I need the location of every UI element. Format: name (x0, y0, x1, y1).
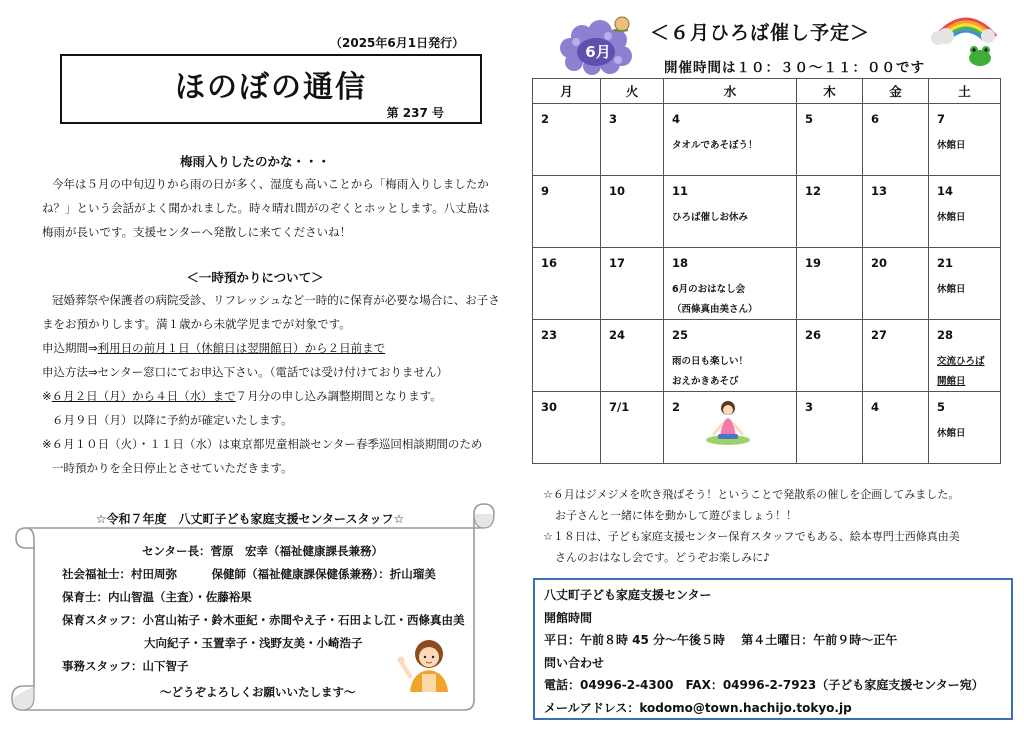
hours-label: 開館時間 (544, 610, 593, 625)
calendar-day-cell (863, 320, 929, 392)
calendar-events (672, 352, 748, 392)
calendar-day-cell (601, 320, 664, 392)
calendar-event: 休館日 (937, 284, 966, 295)
article-line: 梅雨が長いです。支援センターへ発散しに来てくださいね！ (42, 225, 352, 239)
note-line: ☆１８日は、子ども家庭支援センター保育スタッフでもある、絵本専門士西條真由美 (543, 530, 960, 543)
calendar-event: 雨の日も楽しい！ (672, 356, 749, 367)
weekday-fri: 金 (863, 79, 929, 104)
article-line: 冠婚葬祭や保護者の病院受診、リフレッシュなど一時的に保育が必要な場合に、お子さ (52, 293, 500, 307)
calendar-events (937, 208, 966, 228)
calendar-date: 25 (672, 328, 689, 342)
calendar-title: ＜６月ひろば催し予定＞ (650, 22, 871, 44)
calendar-day-cell (797, 104, 863, 176)
calendar-date: 3 (609, 112, 618, 126)
calendar-week-row (533, 104, 1001, 176)
calendar-day-cell (601, 248, 664, 320)
calendar-week-row (533, 392, 1001, 464)
calendar-date: 10 (609, 184, 626, 198)
calendar-event: 休館日 (937, 140, 966, 151)
calendar-date: 28 (937, 328, 954, 342)
weekday-wed: 水 (664, 79, 797, 104)
july-note-line2: ６月９日（月）以降に予約が確定いたします。 (52, 413, 293, 427)
calendar-day-cell (533, 392, 601, 464)
weekday-mon: 月 (533, 79, 601, 104)
calendar-day-cell (533, 176, 601, 248)
calendar-event: タオルであそぼう！ (672, 140, 758, 151)
note-line: お子さんと一緒に体を動かして遊びましょう！！ (555, 509, 797, 522)
contact-info (544, 584, 984, 719)
waving-woman-illustration (396, 632, 462, 694)
calendar-day-cell (664, 248, 797, 320)
calendar-event: 6月のおはなし会 (672, 284, 746, 295)
temporary-care-heading: ＜一時預かりについて＞ (186, 270, 324, 285)
rainy-season-article (42, 172, 490, 244)
event-calendar (532, 78, 1001, 464)
temporary-care-article (42, 288, 500, 480)
calendar-event: （西條真由美さん） (672, 304, 758, 315)
article-line: 今年は５月の中旬辺りから雨の日が多く、湿度も高いことから「梅雨入りしましたか (52, 177, 489, 191)
staff-line: 保育スタッフ：小宮山祐子・鈴木亜紀・赤間やえ子・石田よし江・西條真由美 (62, 613, 465, 627)
calendar-date: 26 (805, 328, 822, 342)
calendar-day-cell (601, 392, 664, 464)
application-period-value: 利用日の前月１日（休館日は翌開館日）から２日前まで (97, 341, 386, 355)
calendar-day-cell (929, 320, 1001, 392)
staff-line: 事務スタッフ：山下智子 (62, 659, 189, 673)
staff-line: 大向紀子・玉置幸子・浅野友美・小崎浩子 (144, 636, 363, 650)
july-note: ※６月２日（月）から４日（水）まで７月分の申し込み調整期間となります。 (42, 389, 442, 403)
calendar-date: 20 (871, 256, 888, 270)
calendar-date: 18 (672, 256, 689, 270)
title-box (60, 54, 482, 124)
calendar-day-cell (929, 176, 1001, 248)
calendar-events (937, 352, 985, 392)
calendar-date: 7/1 (609, 400, 630, 414)
note-line: ☆６月はジメジメを吹き飛ばそう！ということで発散系の催しを企画してみました。 (543, 488, 960, 501)
calendar-day-cell (929, 104, 1001, 176)
calendar-event: 休館日 (937, 212, 966, 223)
calendar-date: 24 (609, 328, 626, 342)
calendar-date: 21 (937, 256, 954, 270)
staff-heading: ☆令和７年度 八丈町子ども家庭支援センタースタッフ☆ (95, 512, 405, 526)
weekday-header-row (533, 79, 1001, 104)
note-line: さんのおはなし会です。どうぞお楽しみに♪ (555, 551, 771, 564)
application-method: 申込方法⇒センター窓口にてお申込下さい。（電話では受け付けておりません） (42, 365, 448, 379)
calendar-date: 5 (805, 112, 814, 126)
event-notes (543, 484, 960, 568)
calendar-date: 30 (541, 400, 558, 414)
calendar-day-cell (533, 248, 601, 320)
rainy-season-heading: 梅雨入りしたのかな・・・ (179, 154, 330, 169)
calendar-day-cell (863, 248, 929, 320)
calendar-date: 7 (937, 112, 946, 126)
email-link[interactable]: メールアドレス：kodomo@town.hachijo.tokyo.jp (544, 700, 852, 715)
calendar-date: 4 (672, 112, 681, 126)
rainbow-frog-illustration (928, 6, 1004, 72)
application-period-label: 申込期間⇒ (42, 341, 98, 355)
issue-date: （2025年6月1日発行） (330, 36, 465, 50)
staff-closing: ～どうぞよろしくお願いいたします～ (160, 685, 356, 699)
calendar-events (937, 280, 966, 300)
article-line: まをお預かりします。満１歳から未就学児までが対象です。 (42, 317, 351, 331)
staff-line: センター長：菅原 宏幸（福祉健康課長兼務） (142, 544, 384, 558)
calendar-date: 6 (871, 112, 880, 126)
calendar-events (672, 208, 748, 228)
issue-number: 第 237 号 (386, 106, 444, 120)
hours-value: 平日：午前８時 45 分～午後５時 第４土曜日：午前９時～正午 (544, 633, 898, 647)
staff-line: 社会福祉士：村田周弥 保健師（福祉健康課保健係兼務）：折山瑠美 (62, 567, 436, 581)
calendar-event: ひろば催しお休み (672, 212, 749, 223)
article-line: ね？」という会話がよく聞かれました。時々晴れ間がのぞくとホッとします。八丈島は (42, 201, 490, 215)
exercise-illustration (702, 398, 754, 446)
calendar-events (672, 280, 758, 320)
calendar-date: 16 (541, 256, 558, 270)
calendar-events (672, 136, 758, 156)
calendar-hours: 開催時間は１０：３０～１１：００です (664, 60, 925, 76)
calendar-date: 11 (672, 184, 689, 198)
calendar-event: 休館日 (937, 428, 966, 439)
suspend-note-line2: 一時預かりを全日停止とさせていただきます。 (52, 461, 293, 475)
calendar-event: 交流ひろば (937, 356, 985, 367)
calendar-date: 5 (937, 400, 946, 414)
org-name: 八丈町子ども家庭支援センター (544, 588, 712, 602)
calendar-day-cell (929, 248, 1001, 320)
calendar-day-cell (797, 320, 863, 392)
inquiry-label: 問い合わせ (544, 655, 605, 670)
calendar-day-cell (664, 320, 797, 392)
july-note-period: ６月２日（月）から４日（水）まで (51, 389, 236, 403)
calendar-date: 4 (871, 400, 880, 414)
suspend-note: ※６月１０日（火）・１１日（水）は東京都児童相談センター春季巡回相談期間のため (42, 437, 483, 451)
calendar-date: 9 (541, 184, 550, 198)
calendar-day-cell (664, 176, 797, 248)
calendar-date: 13 (871, 184, 888, 198)
calendar-date: 2 (672, 400, 681, 414)
calendar-day-cell (797, 392, 863, 464)
calendar-date: 17 (609, 256, 626, 270)
calendar-date: 23 (541, 328, 558, 342)
application-period (42, 336, 500, 360)
calendar-day-cell (533, 104, 601, 176)
calendar-day-cell (601, 104, 664, 176)
month-badge-label: 6月 (585, 43, 611, 61)
weekday-tue: 火 (601, 79, 664, 104)
calendar-event: 開館日 (937, 376, 966, 387)
calendar-day-cell (929, 392, 1001, 464)
calendar-week-row (533, 248, 1001, 320)
calendar-date: 12 (805, 184, 822, 198)
calendar-event: おえかきあそび (672, 376, 739, 387)
calendar-date: 3 (805, 400, 814, 414)
weekday-thu: 木 (797, 79, 863, 104)
calendar-day-cell (797, 176, 863, 248)
calendar-day-cell (863, 104, 929, 176)
staff-line: 保育士：内山智温（主査）・佐藤裕果 (62, 590, 252, 604)
calendar-events (937, 424, 966, 444)
calendar-day-cell (863, 176, 929, 248)
calendar-day-cell (797, 248, 863, 320)
calendar-date: 2 (541, 112, 550, 126)
calendar-day-cell (533, 320, 601, 392)
newsletter-title: ほのぼの通信 (175, 70, 367, 105)
weekday-sat: 土 (929, 79, 1001, 104)
calendar-week-row (533, 176, 1001, 248)
calendar-date: 14 (937, 184, 954, 198)
phone-fax: 電話：04996-2-4300 FAX：04996-2-7923（子ども家庭支援センター宛） (544, 678, 984, 692)
calendar-date: 27 (871, 328, 888, 342)
calendar-events (937, 136, 966, 156)
calendar-day-cell (863, 392, 929, 464)
calendar-day-cell (601, 176, 664, 248)
calendar-day-cell (664, 104, 797, 176)
calendar-week-row (533, 320, 1001, 392)
calendar-date: 19 (805, 256, 822, 270)
